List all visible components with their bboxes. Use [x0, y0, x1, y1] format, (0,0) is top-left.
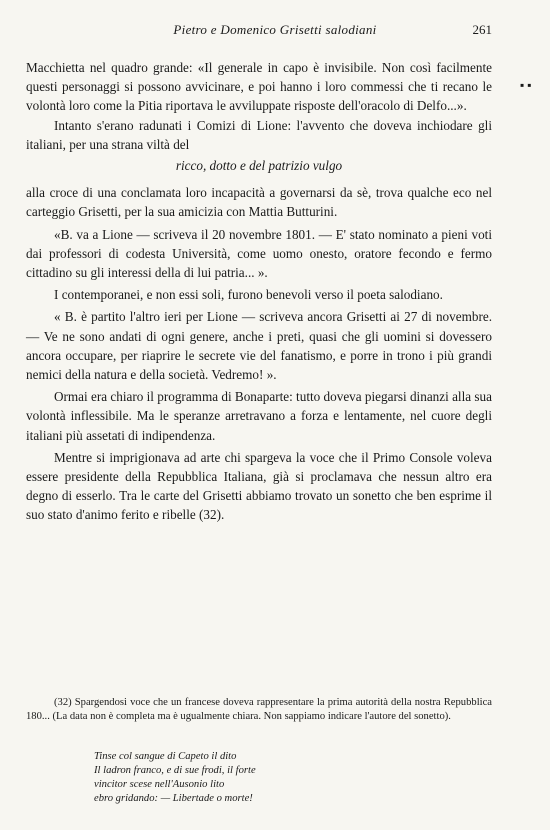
paragraph: Macchietta nel quadro grande: «Il generale in capo è invisibile. Non così facilmente questi personaggi si possono avvicinare, e poi hanno i loro commessi che ti recano le volontà loro come la Pitia riportava le avviluppate risposte dell'oracolo di Delfo...».: [26, 60, 492, 114]
paragraph: «B. va a Lione — scriveva il 20 novembre 1801. — E' stato nominato a pieni voti dai professori di codesta Università, come uomo onesto, oratore fecondo e fermo cittadino su gli interessi della di lui patria... ».: [26, 226, 492, 281]
quoted-verse-line: ricco, dotto e del patrizio vulgo: [175, 158, 343, 174]
page-header: [0, 20, 550, 40]
verse-line: Il ladron franco, e di sue frodi, il forte: [94, 765, 256, 776]
verse-line: vincitor scese nell'Ausonio lito: [94, 779, 225, 790]
paragraph: I contemporanei, e non essi soli, furono benevoli verso il poeta salodiano.: [54, 287, 443, 303]
verse-line: ebro gridando: — Libertade o morte!: [94, 793, 253, 804]
running-title: Pietro e Domenico Grisetti salodiani: [173, 22, 377, 37]
paragraph: Ormai era chiaro il programma di Bonaparte: tutto doveva piegarsi dinanzi alla sua volontà inflessibile. Ma le speranze arretravano a forza e lentamente, nel cuore degli italiani più assetati di indipendenza.: [26, 389, 492, 443]
sonnet-excerpt: [94, 750, 394, 806]
verse-line: Tinse col sangue di Capeto il dito: [94, 751, 237, 762]
page-number: 261: [472, 22, 492, 37]
paragraph: Intanto s'erano radunati i Comizi di Lione: l'avvento che doveva inchiodare gli italiani, per una strana viltà del: [26, 117, 492, 152]
paragraph: « B. è partito l'altro ieri per Lione — scriveva ancora Grisetti ai 27 di novembre. — Ve ne sono andati di ogni genere, anche i preti, quasi che gli uomini si dovessero ancora occupare, per riaprire le secrete vie del fanatismo, e porre in trono i più grandi nemici della natura e della società. Vedremo! ».: [26, 309, 492, 383]
footnote: [26, 696, 492, 724]
body-text: [26, 58, 492, 525]
paragraph: Mentre si imprigionava ad arte chi spargeva la voce che il Primo Console voleva essere presidente della Repubblica Italiana, già si proclamava che nessun altro era degno di esserlo. Tra le carte del Grisetti abbiamo trovato un sonetto che ben esprime il suo stato d'animo ferito e ribelle (32).: [26, 449, 492, 523]
footnote-text: (32) Spargendosi voce che un francese doveva rappresentare la prima autorità della nostra Repubblica 180... (La data non è completa ma è ugualmente chiara. Non sappiamo indicare l'autore del sonetto).: [26, 697, 492, 722]
margin-mark: ▪ ▪: [520, 78, 532, 92]
paragraph: alla croce di una conclamata loro incapacità a governarsi da sè, trova qualche eco nel carteggio Grisetti, per la sua amicizia con Mattia Butturini.: [26, 185, 492, 220]
